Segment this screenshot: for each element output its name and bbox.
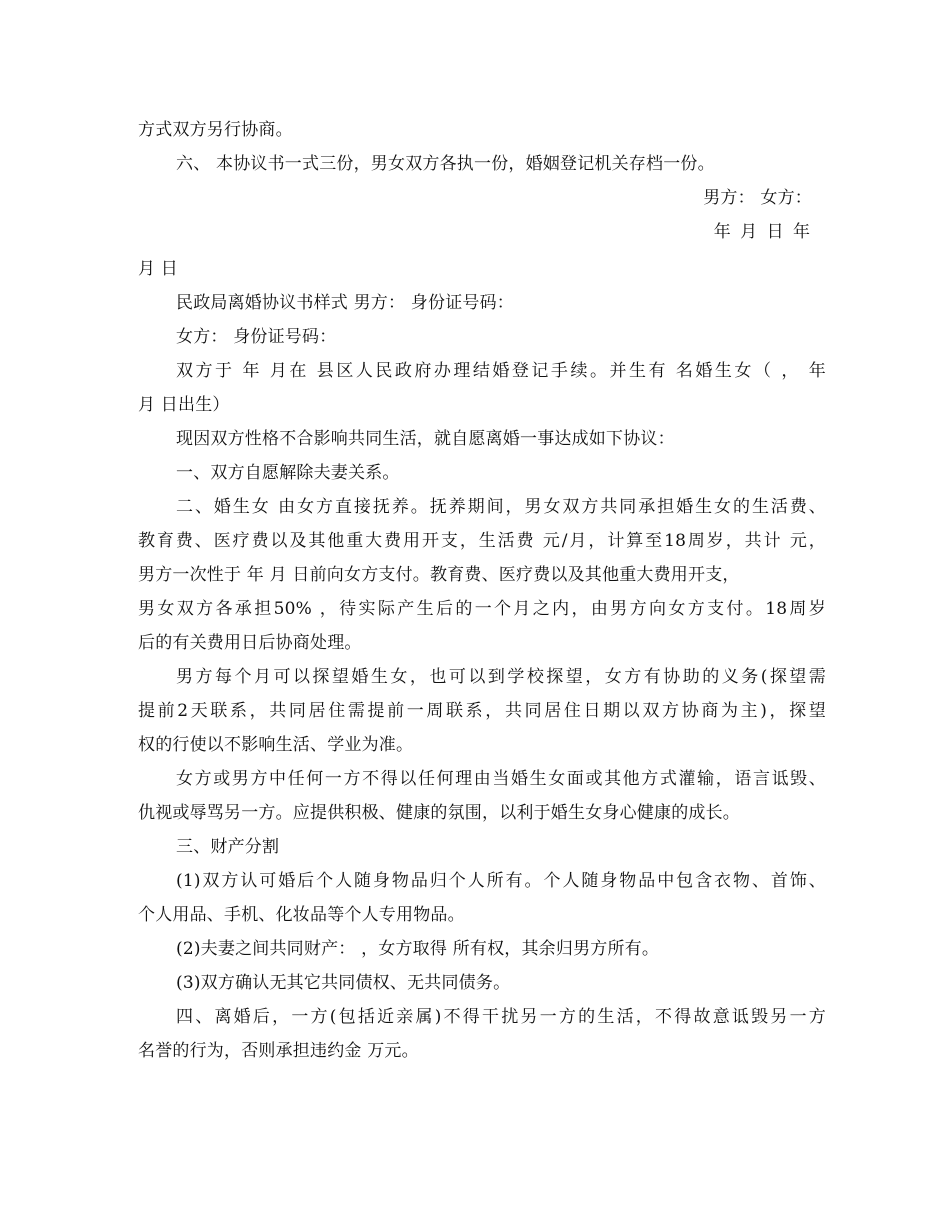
text-line: 权的行使以不影响生活、学业为准。 xyxy=(138,735,414,755)
clause-three: 三、财产分割 xyxy=(176,837,280,857)
signature-line: 男方： 女方： xyxy=(703,188,812,208)
clause-three-item-1: (1)双方认可婚后个人随身物品归个人所有。个人随身物品中包含衣物、首饰、 xyxy=(176,871,826,891)
text-line: 个人用品、手机、化妆品等个人专用物品。 xyxy=(138,905,465,925)
clause-six: 六、 本协议书一式三份，男女双方各执一份，婚姻登记机关存档一份。 xyxy=(176,154,715,174)
text-line: 女方或男方中任何一方不得以任何理由当婚生女面或其他方式灌输，语言诋毁、 xyxy=(176,769,826,789)
clause-three-item-3: (3)双方确认无其它共同债权、无共同债务。 xyxy=(176,973,511,993)
text-line: 方式双方另行协商。 xyxy=(138,120,293,140)
date-line-cont: 月 日 xyxy=(138,259,179,279)
clause-two: 二、婚生女 由女方直接抚养。抚养期间，男女双方共同承担婚生女的生活费、 xyxy=(176,497,826,517)
text-line: 男方每个月可以探望婚生女，也可以到学校探望，女方有协助的义务(探望需 xyxy=(176,667,826,687)
text-line: 现因双方性格不合影响共同生活，就自愿离婚一事达成如下协议： xyxy=(176,429,675,449)
text-line: 名誉的行为，否则承担违约金 万元。 xyxy=(138,1041,419,1061)
text-line: 仇视或辱骂另一方。应提供积极、健康的氛围，以利于婚生女身心健康的成长。 xyxy=(138,803,740,823)
text-line: 双方于 年 月在 县区人民政府办理结婚登记手续。并生有 名婚生女（ ， 年 xyxy=(176,361,826,381)
text-line: 男方一次性于 年 月 日前向女方支付。教育费、医疗费以及其他重大费用开支， xyxy=(138,565,740,585)
party-female: 女方： 身份证号码： xyxy=(176,327,337,347)
clause-one: 一、双方自愿解除夫妻关系。 xyxy=(176,463,400,483)
template-heading: 民政局离婚协议书样式 男方： 身份证号码： xyxy=(176,293,515,313)
clause-three-item-2: (2)夫妻之间共同财产： ，女方取得 所有权，其余归男方所有。 xyxy=(176,939,660,959)
text-line: 男女双方各承担50% ，待实际产生后的一个月之内，由男方向女方支付。18周岁 xyxy=(138,599,826,619)
text-line: 教育费、医疗费以及其他重大费用开支，生活费 元/月，计算至18周岁，共计 元， xyxy=(138,531,826,551)
date-line: 年 月 日 年 xyxy=(713,222,812,242)
text-line: 后的有关费用日后协商处理。 xyxy=(138,633,362,653)
clause-four: 四、离婚后，一方(包括近亲属)不得干扰另一方的生活，不得故意诋毁另一方 xyxy=(176,1007,826,1027)
text-line: 月 日出生） xyxy=(138,395,230,415)
text-line: 提前2天联系，共同居住需提前一周联系，共同居住日期以双方协商为主)，探望 xyxy=(138,701,826,721)
